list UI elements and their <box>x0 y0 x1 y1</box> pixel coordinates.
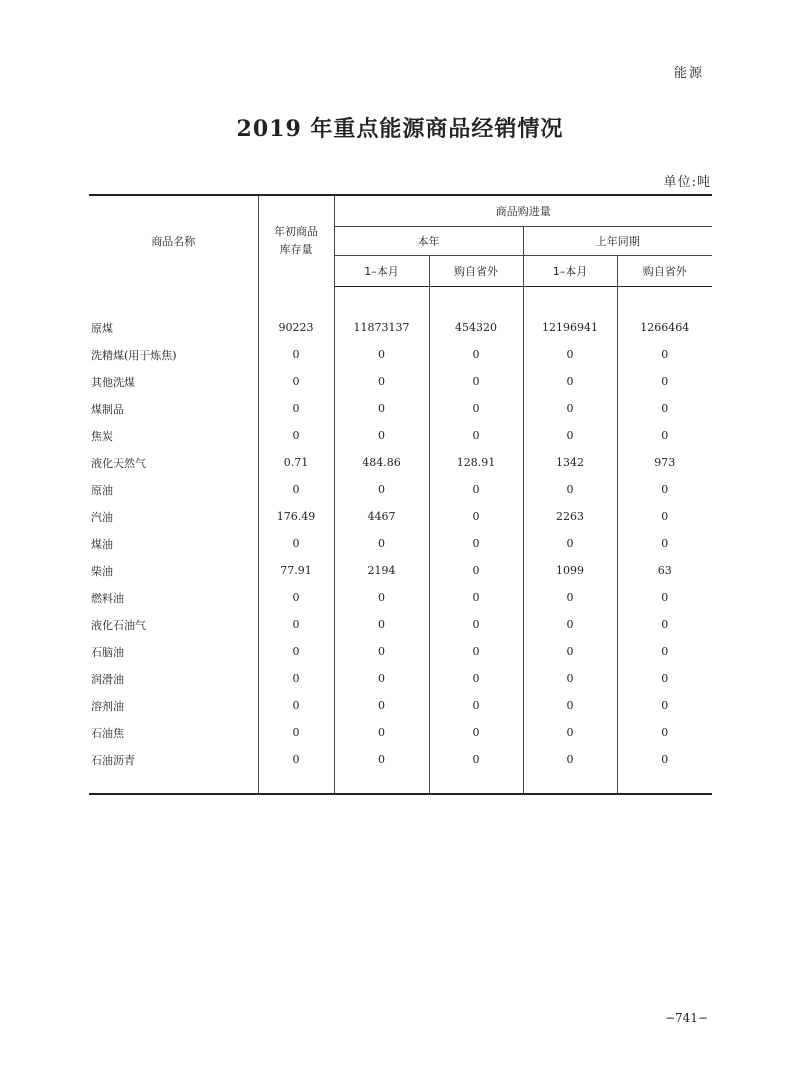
cell-value: 11873137 <box>334 314 429 341</box>
col-header-opening-stock <box>258 195 334 287</box>
cell-value: 0 <box>334 368 429 395</box>
table-row <box>89 341 712 368</box>
cell-value: 0 <box>258 584 334 611</box>
table-row <box>89 692 712 719</box>
row-label: 煤制品 <box>89 395 258 422</box>
table-row <box>89 557 712 584</box>
cell-value: 0 <box>258 719 334 746</box>
cell-value: 0 <box>258 638 334 665</box>
cell-value: 0 <box>523 746 617 773</box>
cell-value: 63 <box>657 564 672 577</box>
table-row <box>89 422 712 449</box>
table-body <box>89 287 712 795</box>
table-row <box>89 476 712 503</box>
cell-value: 2263 <box>523 503 617 530</box>
cell-value: 0 <box>429 422 523 449</box>
cell-value: 176.49 <box>258 503 334 530</box>
cell-value: 0 <box>523 638 617 665</box>
cell-value: 0 <box>429 368 523 395</box>
col-header-this-year-ytd: 1–本月 <box>334 256 429 287</box>
cell-value: 0 <box>258 530 334 557</box>
cell-value: 4467 <box>334 503 429 530</box>
cell-value: 0 <box>258 611 334 638</box>
table-row <box>89 395 712 422</box>
row-label: 石油焦 <box>89 719 258 746</box>
cell-value: 0 <box>523 611 617 638</box>
cell-value: 0 <box>661 348 669 361</box>
cell-value: 0 <box>334 341 429 368</box>
cell-value: 1099 <box>523 557 617 584</box>
table-row <box>89 314 712 341</box>
cell-value: 0 <box>429 692 523 719</box>
cell-value: 0 <box>429 476 523 503</box>
col-header-this-year-outside: 购自省外 <box>429 256 523 287</box>
row-label: 原煤 <box>89 314 258 341</box>
cell-value: 0 <box>334 530 429 557</box>
unit-label: 单位:吨 <box>663 175 711 190</box>
cell-value: 0 <box>258 665 334 692</box>
table-row <box>89 368 712 395</box>
cell-value: 0 <box>429 665 523 692</box>
energy-sales-table <box>89 194 712 795</box>
cell-value: 0 <box>429 746 523 773</box>
cell-value: 0 <box>429 395 523 422</box>
cell-value: 0 <box>334 665 429 692</box>
page-number: −741− <box>664 1011 708 1025</box>
cell-value: 1342 <box>523 449 617 476</box>
row-label: 原油 <box>89 476 258 503</box>
row-label: 柴油 <box>89 557 258 584</box>
cell-value: 77.91 <box>258 557 334 584</box>
table-header <box>89 195 712 287</box>
cell-value: 0 <box>334 476 429 503</box>
cell-value: 0 <box>334 395 429 422</box>
cell-value: 0 <box>429 584 523 611</box>
col-header-purchase: 商品购进量 <box>334 195 712 227</box>
cell-value: 0.71 <box>258 449 334 476</box>
cell-value: 0 <box>258 692 334 719</box>
cell-value: 0 <box>661 429 669 442</box>
row-label: 液化天然气 <box>89 449 258 476</box>
cell-value: 0 <box>429 611 523 638</box>
cell-value: 0 <box>661 753 669 766</box>
cell-value: 0 <box>523 422 617 449</box>
page-title: 2019 年重点能源商品经销情况 <box>236 116 564 142</box>
cell-value: 0 <box>523 530 617 557</box>
cell-value: 0 <box>661 672 669 685</box>
row-label: 汽油 <box>89 503 258 530</box>
cell-value: 0 <box>429 341 523 368</box>
cell-value: 90223 <box>258 314 334 341</box>
cell-value: 128.91 <box>429 449 523 476</box>
table-row <box>89 746 712 773</box>
cell-value: 0 <box>258 422 334 449</box>
cell-value: 0 <box>429 557 523 584</box>
col-header-name: 商品名称 <box>89 195 258 287</box>
row-label: 石油沥青 <box>89 746 258 773</box>
cell-value: 0 <box>334 611 429 638</box>
cell-value: 0 <box>523 584 617 611</box>
row-label: 燃料油 <box>89 584 258 611</box>
row-label: 其他洗煤 <box>89 368 258 395</box>
cell-value: 0 <box>661 699 669 712</box>
row-label: 焦炭 <box>89 422 258 449</box>
col-header-last-year-outside: 购自省外 <box>617 256 712 287</box>
cell-value: 0 <box>523 368 617 395</box>
cell-value: 0 <box>661 402 669 415</box>
cell-value: 0 <box>334 638 429 665</box>
cell-value: 0 <box>523 476 617 503</box>
cell-value: 0 <box>429 503 523 530</box>
table-row <box>89 503 712 530</box>
cell-value: 0 <box>523 395 617 422</box>
cell-value: 0 <box>429 530 523 557</box>
row-label: 液化石油气 <box>89 611 258 638</box>
cell-value: 1266464 <box>640 321 690 334</box>
opening-stock-label: 年初商品库存量 <box>274 225 318 257</box>
row-label: 溶剂油 <box>89 692 258 719</box>
cell-value: 0 <box>429 719 523 746</box>
table-row <box>89 584 712 611</box>
cell-value: 484.86 <box>334 449 429 476</box>
cell-value: 0 <box>661 510 669 523</box>
cell-value: 0 <box>334 584 429 611</box>
cell-value: 0 <box>258 341 334 368</box>
table-row <box>89 638 712 665</box>
cell-value: 0 <box>334 746 429 773</box>
cell-value: 0 <box>661 375 669 388</box>
cell-value: 0 <box>258 746 334 773</box>
row-label: 洗精煤(用于炼焦) <box>89 341 258 368</box>
cell-value: 0 <box>334 692 429 719</box>
table-row <box>89 665 712 692</box>
cell-value: 973 <box>654 456 676 469</box>
table-row <box>89 530 712 557</box>
cell-value: 0 <box>258 395 334 422</box>
cell-value: 0 <box>661 618 669 631</box>
cell-value: 0 <box>523 341 617 368</box>
col-header-this-year: 本年 <box>334 227 523 256</box>
col-header-last-year-ytd: 1–本月 <box>523 256 617 287</box>
cell-value: 0 <box>334 422 429 449</box>
cell-value: 12196941 <box>523 314 617 341</box>
cell-value: 0 <box>258 368 334 395</box>
table-row <box>89 719 712 746</box>
row-label: 煤油 <box>89 530 258 557</box>
cell-value: 0 <box>661 537 669 550</box>
spacer-row <box>89 287 712 315</box>
table-row <box>89 449 712 476</box>
cell-value: 0 <box>661 726 669 739</box>
cell-value: 0 <box>523 665 617 692</box>
cell-value: 0 <box>661 483 669 496</box>
cell-value: 0 <box>258 476 334 503</box>
cell-value: 0 <box>334 719 429 746</box>
cell-value: 2194 <box>334 557 429 584</box>
cell-value: 0 <box>523 719 617 746</box>
table-bottom-rule <box>89 773 712 794</box>
col-header-last-year: 上年同期 <box>523 227 712 256</box>
table-row <box>89 611 712 638</box>
cell-value: 0 <box>661 591 669 604</box>
cell-value: 0 <box>429 638 523 665</box>
row-label: 润滑油 <box>89 665 258 692</box>
cell-value: 454320 <box>429 314 523 341</box>
cell-value: 0 <box>523 692 617 719</box>
row-label: 石脑油 <box>89 638 258 665</box>
cell-value: 0 <box>661 645 669 658</box>
section-label: 能源 <box>673 66 704 81</box>
